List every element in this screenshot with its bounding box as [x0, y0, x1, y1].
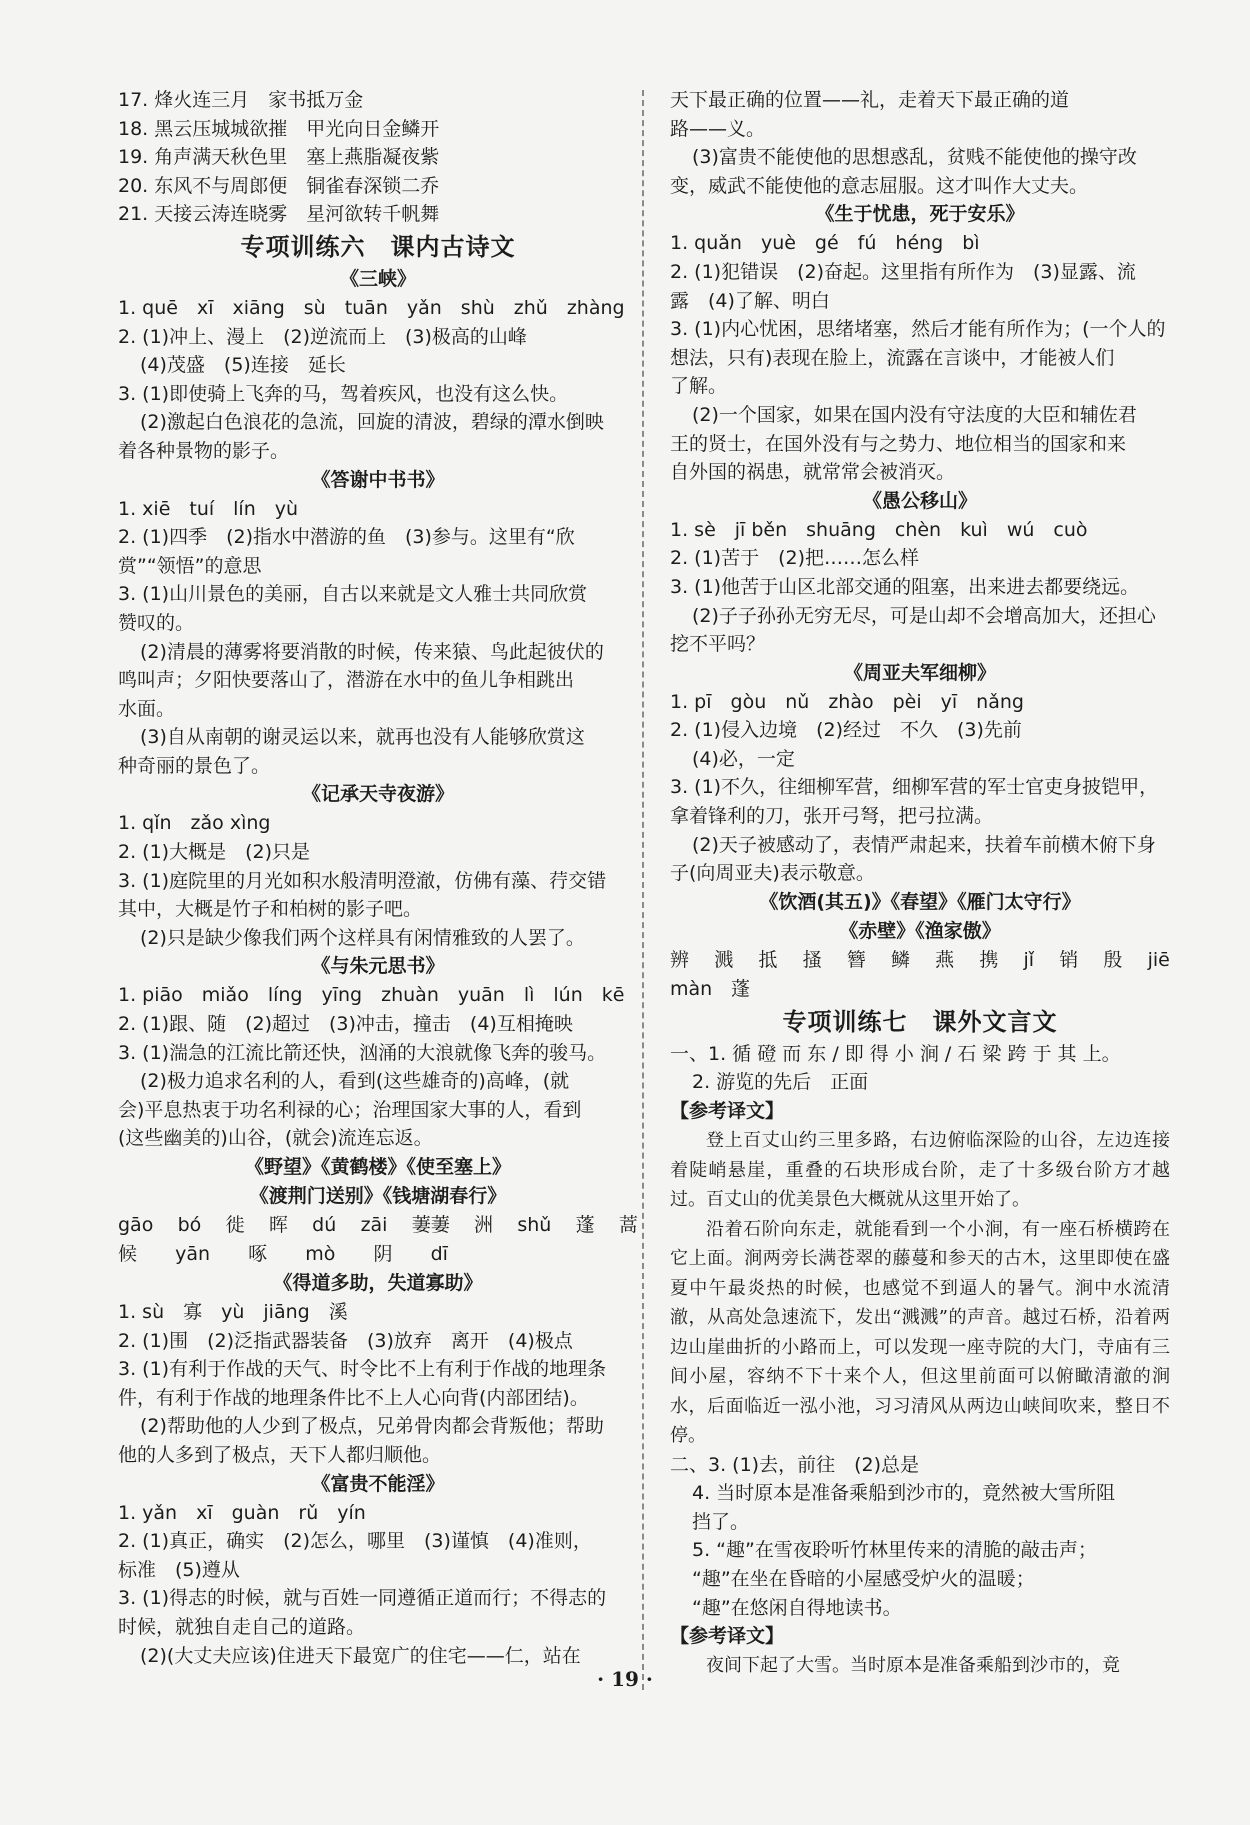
answer-line: 二、3. (1)去，前往 (2)总是 [670, 1453, 919, 1476]
reference-translation-label: 【参考译文】 [670, 1625, 785, 1648]
fugui-block [118, 1470, 638, 1671]
answer-line: “趣”在坐在昏暗的小屋感受炉火的温暖； [692, 1567, 1035, 1590]
left-column [118, 86, 638, 1670]
char-answer: mò [305, 1243, 336, 1265]
answer-line: 1. quǎn yuè gé fú héng bì [670, 232, 980, 255]
answer-line: 1. sè jī běn shuāng chèn kuì wú cuò [670, 518, 1088, 541]
section-6-title: 专项训练六 课内古诗文 [240, 232, 516, 261]
lesson-group-title: 《野望》《黄鹤楼》《使至塞上》 [244, 1156, 511, 1178]
answer-line: 着各种景物的影子。 [118, 439, 290, 462]
answer-line: 标准 (5)遵从 [118, 1558, 240, 1581]
answer-line: (2)(大丈夫应该)住进天下最宽广的住宅——仁，站在 [140, 1644, 581, 1667]
character-row [118, 1240, 448, 1269]
char-answer: 候 [118, 1243, 138, 1265]
char-answer: 簪 [846, 948, 866, 971]
translation-paragraph: 夜间下起了大雪。当时原本是准备乘船到沙市的，竟 [706, 1655, 1120, 1677]
char-answer: 携 [979, 948, 999, 971]
answer-line: 自外国的祸患，就常常会被消灭。 [670, 461, 956, 484]
answer-line: 1. sù 寡 yù jiāng 溪 [118, 1301, 348, 1323]
char-answer: yān [175, 1243, 211, 1265]
answer-line: 挖不平吗？ [670, 633, 766, 656]
answer-line: 一、1. 循 磴 而 东 / 即 得 小 涧 / 石 梁 跨 于 其 上。 [670, 1042, 1121, 1065]
answer-line: 赏”“领悟”的意思 [118, 554, 262, 577]
answer-line: 1. yǎn xī guàn rǔ yín [118, 1501, 366, 1524]
answer-line: (2)天子被感动了，表情严肃起来，扶着车前横木俯下身 [692, 833, 1156, 856]
lesson-title: 《周亚夫军细柳》 [843, 661, 996, 684]
lesson-title: 《愚公移山》 [862, 489, 977, 512]
answer-line: 想法，只有)表现在脸上，流露在言谈中，才能被人们 [670, 346, 1115, 369]
answer-line: 2. (1)围 (2)泛指武器装备 (3)放弃 离开 (4)极点 [118, 1329, 573, 1352]
lesson-group-title: 《赤壁》《渔家傲》 [839, 919, 1001, 942]
character-row [670, 946, 1170, 975]
answer-line: 3. (1)有利于作战的天气、时令比不上有利于作战的地理条 [118, 1358, 607, 1381]
answer-line: (3)自从南朝的谢灵运以来，就再也没有人能够欣赏这 [140, 726, 585, 749]
reference-translation-label: 【参考译文】 [670, 1100, 785, 1123]
answer-line: 5. “趣”在雪夜聆听竹林里传来的清脆的敲击声； [692, 1539, 1097, 1562]
answer-line: (4)必，一定 [692, 747, 795, 770]
answer-line: 王的贤士，在国外没有与之势力、地位相当的国家和来 [670, 432, 1127, 455]
char-answer: jiē [1147, 948, 1170, 971]
answer-line: 2. (1)苦于 (2)把……怎么样 [670, 547, 919, 570]
chengtian-block [118, 780, 638, 952]
answer-line: 2. 游览的先后 正面 [692, 1071, 869, 1094]
answer-line: 露 (4)了解、明白 [670, 289, 830, 312]
answer-line: 1. qǐn zǎo xìng [118, 812, 271, 835]
answer-line: “趣”在悠闲自得地读书。 [692, 1596, 902, 1619]
character-row [118, 1211, 638, 1240]
answer-line: 3. (1)湍急的江流比箭还快，汹涌的大浪就像飞奔的骏马。 [118, 1041, 607, 1064]
answer-line: 拿着锋利的刀，张开弓弩，把弓拉满。 [670, 805, 994, 828]
answer-line: 1. xiē tuí lín yù [118, 497, 299, 520]
answer-line: 20. 东风不与周郎便 铜雀春深锁二乔 [118, 174, 440, 197]
translation-paragraph: 登上百丈山约三里多路，右边俯临深险的山谷，左边连接着陡峭悬崖，重叠的石块形成台阶，走了十多级台阶方才越过。百丈山的优美景色大概就从这里开始了。 [670, 1130, 1170, 1211]
answer-line: 4. 当时原本是准备乘船到沙市的，竟然被大雪所阻 [692, 1482, 1116, 1505]
char-answer: 蒿 [618, 1214, 638, 1236]
answer-line: (2)极力追求名利的人，看到(这些雄奇的)高峰，(就 [140, 1070, 570, 1093]
answer-line: (2)帮助他的人少到了极点，兄弟骨肉都会背叛他；帮助 [140, 1415, 604, 1438]
answer-line: 2. (1)犯错误 (2)奋起。这里指有所作为 (3)显露、流 [670, 260, 1136, 283]
char-answer: 萋萋 [411, 1214, 450, 1236]
answer-line: (2)一个国家，如果在国内没有守法度的大臣和辅佐君 [692, 403, 1137, 426]
section-7-part-1 [670, 1040, 1170, 1451]
answer-line: 21. 天接云涛连晓雾 星河欲转千帆舞 [118, 203, 440, 226]
answer-line: 2. (1)跟、随 (2)超过 (3)冲击，撞击 (4)互相掩映 [118, 1013, 573, 1036]
answer-line: (3)富贵不能使他的思想惑乱，贫贱不能使他的操守改 [692, 146, 1137, 169]
answer-line: (2)只是缺少像我们两个这样具有闲情雅致的人罢了。 [140, 926, 585, 949]
char-answer: 溅 [714, 948, 734, 971]
lesson-title: 《答谢中书书》 [311, 468, 445, 491]
answer-line: 赞叹的。 [118, 611, 195, 634]
answer-line: 路——义。 [670, 117, 766, 140]
lesson-title: 《与朱元思书》 [311, 955, 445, 978]
answer-line: 18. 黑云压城城欲摧 甲光向日金鳞开 [118, 117, 440, 140]
poem-answers-tail [118, 86, 638, 229]
char-answer: dī [430, 1243, 448, 1265]
char-answer: shǔ [517, 1214, 552, 1236]
answer-line: 2. (1)四季 (2)指水中潜游的鱼 (3)参与。这里有“欣 [118, 526, 575, 549]
char-answer: màn [670, 977, 713, 1000]
right-column [670, 86, 1170, 1681]
answer-line: 时候，就独自走自己的道路。 [118, 1615, 366, 1638]
char-answer: 鳞 [890, 948, 910, 971]
answer-line: (2)子子孙孙无穷无尽，可是山却不会增高加大，还担心 [692, 604, 1156, 627]
answer-line: 变，威武不能使他的意志屈服。这才叫作大丈夫。 [670, 174, 1089, 197]
char-answer: 抵 [758, 948, 778, 971]
char-answer: dú [312, 1214, 337, 1236]
char-answer: 洲 [474, 1214, 494, 1236]
dedao-block [118, 1269, 638, 1470]
answer-line: (4)茂盛 (5)连接 延长 [140, 354, 346, 377]
char-answer: 晖 [268, 1214, 288, 1236]
answer-line: 3. (1)内心忧困，思绪堵塞，然后才能有所作为；(一个人的 [670, 318, 1166, 341]
char-answer: 阴 [373, 1243, 393, 1265]
character-row [670, 975, 750, 1004]
answer-line: 他的人多到了极点，天下人都归顺他。 [118, 1443, 442, 1466]
fugui-continued [670, 86, 1170, 200]
char-answer: 搔 [802, 948, 822, 971]
translation-paragraph: 沿着石阶向东走，就能看到一个小涧，有一座石桥横跨在它上面。涧两旁长满苍翠的藤蔓和参天的古木，这里即使在盛夏中午最炎热的时候，也感觉不到逼人的暑气。涧中水流清澈，从高处急速流下，发出“溅溅”的声音。越过石桥，沿着两边山崖曲折的小路而上，可以发现一座寺院的大门，寺庙有三间小屋，容纳不下十来个人，但这里前面可以俯瞰清澈的涧水，后面临近一泓小池，习习清风从两边山峡间吹来，整日不停。 [670, 1218, 1170, 1447]
answer-line: 2. (1)真正，确实 (2)怎么，哪里 (3)谨慎 (4)准则， [118, 1530, 592, 1553]
answer-line: 1. pī gòu nǔ zhào pèi yī nǎng [670, 690, 1024, 713]
shengyu-block [670, 200, 1170, 486]
char-answer: 蓬 [575, 1214, 595, 1236]
answer-line: 子(向周亚夫)表示敬意。 [670, 862, 875, 885]
answer-line: 1. quē xī xiāng sù tuān yǎn shù zhǔ zhàng [118, 296, 625, 319]
sanxia-block [118, 265, 638, 466]
answer-line: (2)清晨的薄雾将要消散的时候，传来猿、鸟此起彼伏的 [140, 640, 604, 663]
zhuyuansi-block [118, 952, 638, 1153]
char-answer: 啄 [248, 1243, 268, 1265]
section-7-title: 专项训练七 课外文言文 [782, 1007, 1058, 1036]
char-answer: 销 [1059, 948, 1079, 971]
answer-line: 了解。 [670, 375, 728, 398]
answer-line: 3. (1)山川景色的美丽，自古以来就是文人雅士共同欣赏 [118, 583, 588, 606]
char-answer: jǐ [1023, 948, 1035, 971]
lesson-title: 《三峡》 [339, 267, 416, 290]
char-answer: 殷 [1103, 948, 1123, 971]
answer-line: 会)平息热衷于功名利禄的心；治理国家大事的人，看到 [118, 1098, 582, 1121]
answer-line: 2. (1)侵入边境 (2)经过 不久 (3)先前 [670, 719, 1022, 742]
answer-line: 2. (1)大概是 (2)只是 [118, 841, 310, 864]
answer-line: 鸣叫声；夕阳快要落山了，潜游在水中的鱼儿争相跳出 [118, 669, 575, 692]
answer-line: 3. (1)不久，往细柳军营，细柳军营的军士官吏身披铠甲， [670, 776, 1159, 799]
answer-line: 水面。 [118, 697, 176, 720]
zhouyafu-block [670, 659, 1170, 888]
char-answer: zāi [360, 1214, 388, 1236]
char-answer: 徙 [225, 1214, 245, 1236]
answer-line: 天下最正确的位置——礼，走着天下最正确的道 [670, 89, 1070, 111]
lesson-title: 《生于忧患，死于安乐》 [815, 203, 1025, 226]
answer-line: 3. (1)庭院里的月光如积水般清明澄澈，仿佛有藻、荇交错 [118, 869, 607, 892]
column-divider [642, 90, 644, 1690]
answer-line: 种奇丽的景色了。 [118, 754, 271, 777]
page-number: · 19 · [597, 1667, 653, 1691]
daxie-block [118, 466, 638, 781]
char-answer: bó [177, 1214, 202, 1236]
answer-line: 3. (1)他苦于山区北部交通的阻塞，出来进去都要绕远。 [670, 575, 1140, 598]
lesson-title: 《得道多助，失道寡助》 [273, 1272, 483, 1294]
char-answer: 燕 [935, 948, 955, 971]
answer-line: 17. 烽火连三月 家书抵万金 [118, 89, 364, 111]
char-answer: gāo [118, 1214, 154, 1236]
lesson-group-title: 《渡荆门送别》《钱塘湖春行》 [249, 1185, 507, 1207]
answer-line: 3. (1)得志的时候，就与百姓一同遵循正道而行；不得志的 [118, 1587, 607, 1610]
answer-line: 19. 角声满天秋色里 塞上燕脂凝夜紫 [118, 146, 440, 169]
answer-line: 其中，大概是竹子和柏树的影子吧。 [118, 898, 423, 921]
lesson-title: 《富贵不能淫》 [311, 1472, 445, 1495]
answer-line: (2)激起白色浪花的急流，回旋的清波，碧绿的潭水倒映 [140, 411, 604, 434]
lesson-title: 《记承天寺夜游》 [301, 783, 454, 806]
char-answer: 蓬 [730, 977, 750, 1000]
answer-line: 挡了。 [692, 1510, 750, 1533]
answer-line: 1. piāo miǎo líng yīng zhuàn yuān lì lún kē [118, 984, 625, 1007]
lesson-group-title: 《饮酒(其五)》《春望》《雁门太守行》 [759, 890, 1081, 913]
yugong-block [670, 487, 1170, 659]
answer-line: 2. (1)冲上、漫上 (2)逆流而上 (3)极高的山峰 [118, 325, 527, 348]
char-answer: 辨 [670, 948, 690, 971]
answer-line: (这些幽美的)山谷，(就会)流连忘返。 [118, 1127, 433, 1150]
section-7-part-2 [670, 1451, 1170, 1681]
answer-line: 件，有利于作战的地理条件比不上人心向背(内部团结)。 [118, 1386, 589, 1409]
answer-line: 3. (1)即使骑上飞奔的马，驾着疾风，也没有这么快。 [118, 382, 569, 405]
